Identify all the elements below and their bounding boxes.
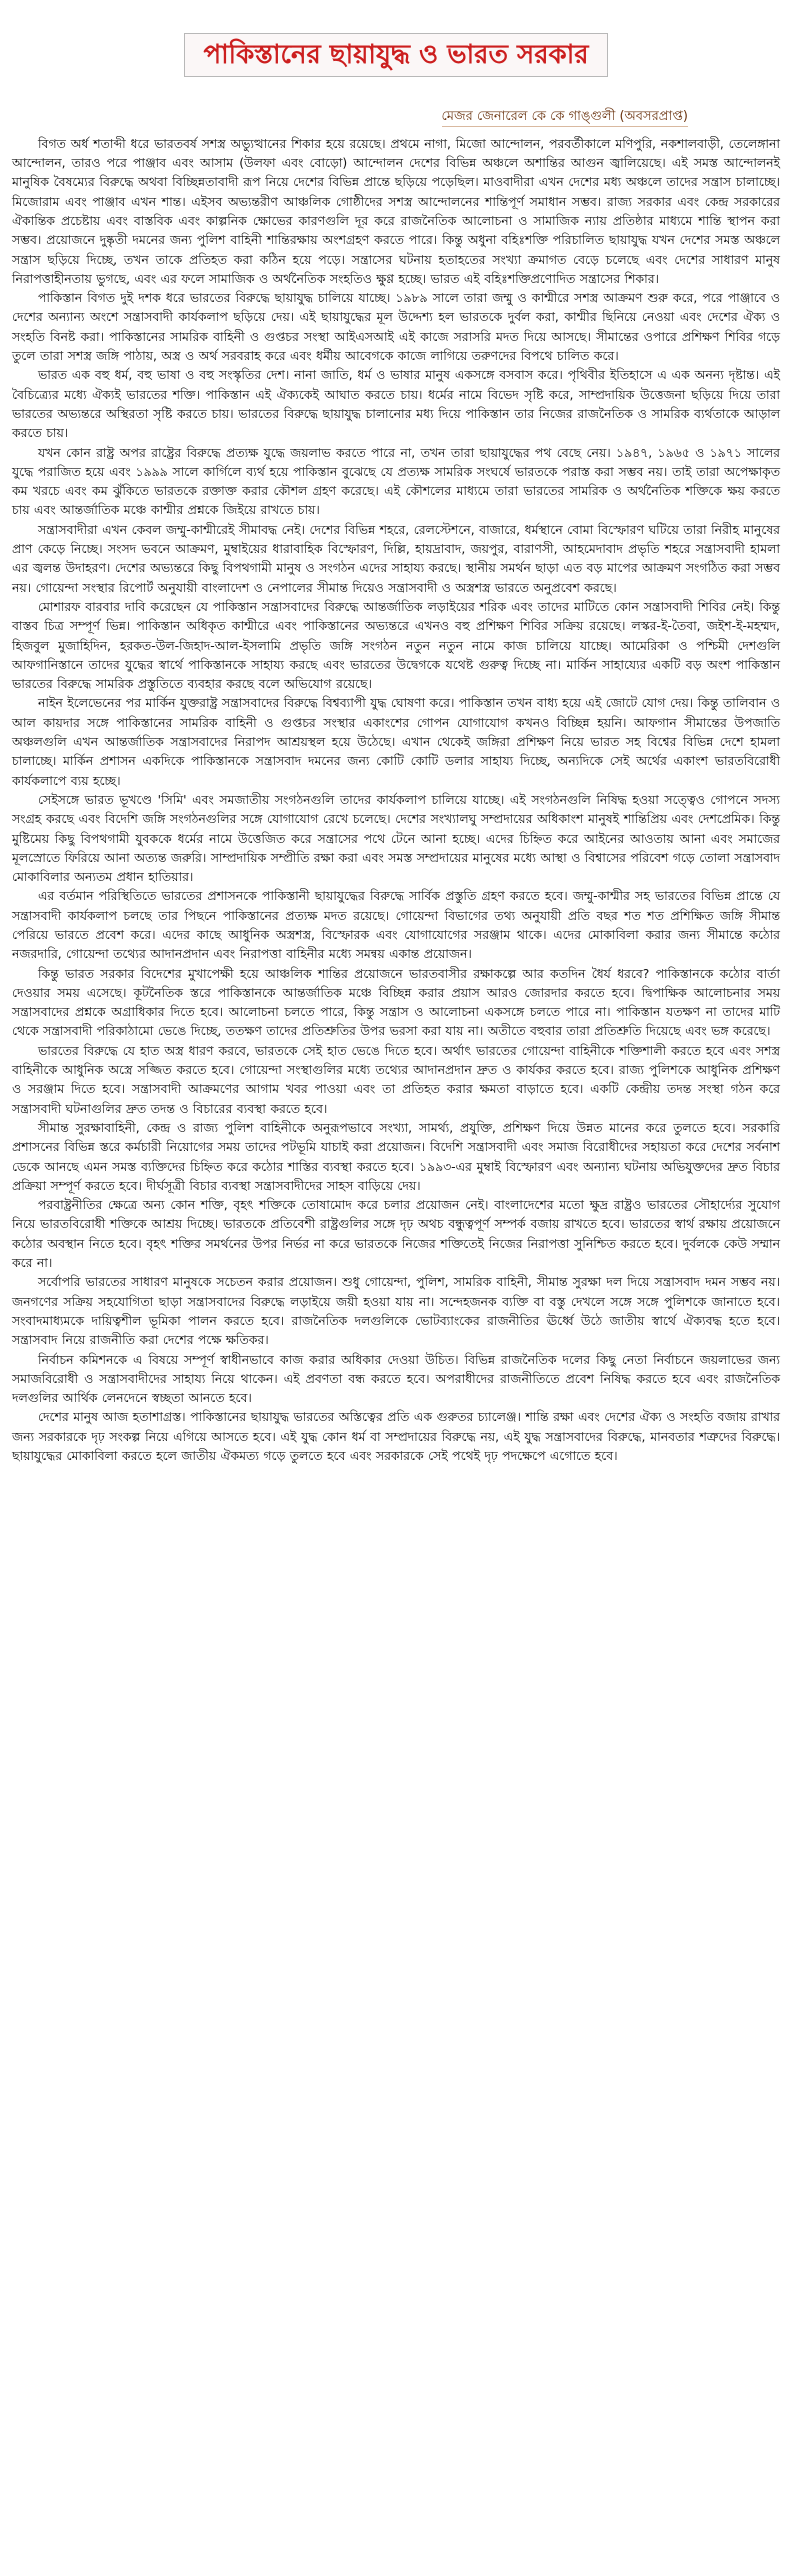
article-paragraph: মোশারফ বারবার দাবি করেছেন যে পাকিস্তান সন্ত্রাসবাদের বিরুদ্ধে আন্তর্জাতিক লড়াইয়ের শরিক এবং তাদের মাটিতে কোন সন্ত্রাসবাদী শিবির নেই। কিন্তু বাস্তব চিত্র সম্পূর্ণ ভিন্ন। পাকিস্তান অধিকৃত কাশ্মীরে এবং পাকিস্তানের অভ্যন্তরে এখনও বহু প্রশিক্ষণ শিবির সক্রিয় রয়েছে। লস্কর-ই-তৈবা, জইশ-ই-মহম্মদ, হিজবুল মুজাহিদিন, হরকত-উল-জিহাদ-আল-ইসলামি প্রভৃতি জঙ্গি সংগঠন নতুন নতুন নামে কাজ চালিয়ে যাচ্ছে। আমেরিকা ও পশ্চিমী দেশগুলি আফগানিস্তানে তাদের যুদ্ধের স্বার্থে পাকিস্তানকে সাহায্য করছে এবং ভারতের উদ্বেগকে যথেষ্ট গুরুত্ব দিচ্ছে না। মার্কিন সাহায্যের একটি বড় অংশ পাকিস্তান ভারতের বিরুদ্ধে সামরিক প্রস্তুতিতে ব্যবহার করছে বলে অভিযোগ রয়েছে।	[12, 598, 780, 692]
article-paragraph: সীমান্ত সুরক্ষাবাহিনী, কেন্দ্র ও রাজ্য পুলিশ বাহিনীকে অনুরূপভাবে সংখ্যা, সামর্থ্য, প্রযুক্তি, প্রশিক্ষণ দিয়ে উন্নত মানের করে তুলতে হবে। সরকারি প্রশাসনের বিভিন্ন স্তরে কর্মচারী নিয়োগের সময় তাদের পটভূমি যাচাই করা প্রয়োজন। বিদেশি সন্ত্রাসবাদী এবং সমাজ বিরোধীদের সহায়তা করে দেশের সর্বনাশ ডেকে আনছে এমন সমস্ত ব্যক্তিদের চিহ্নিত করে কঠোর শাস্তির ব্যবস্থা করতে হবে। ১৯৯৩-এর মুম্বাই বিস্ফোরণ এবং অন্যান্য ঘটনায় অভিযুক্তদের দ্রুত বিচার প্রক্রিয়া সম্পূর্ণ করতে হবে। দীর্ঘসূত্রী বিচার ব্যবস্থা সন্ত্রাসবাদীদের সাহস বাড়িয়ে দেয়।	[12, 1119, 780, 1193]
article-paragraph: পাকিস্তান বিগত দুই দশক ধরে ভারতের বিরুদ্ধে ছায়াযুদ্ধ চালিয়ে যাচ্ছে। ১৯৮৯ সালে তারা জম্মু ও কাশ্মীরে সশস্ত্র আক্রমণ শুরু করে, পরে পাঞ্জাবে ও দেশের অন্যান্য অংশে সন্ত্রাসবাদী কার্যকলাপ ছড়িয়ে দেয়। এই ছায়াযুদ্ধের মূল উদ্দেশ্য হল ভারতকে দুর্বল করা, কাশ্মীর ছিনিয়ে নেওয়া এবং দেশের ঐক্য ও সংহতি বিনষ্ট করা। পাকিস্তানের সামরিক বাহিনী ও গুপ্তচর সংস্থা আইএসআই এই কাজে সরাসরি মদত দিয়ে আসছে। সীমান্তের ওপারে প্রশিক্ষণ শিবির গড়ে তুলে তারা সশস্ত্র জঙ্গি পাঠায়, অস্ত্র ও অর্থ সরবরাহ করে এবং ধর্মীয় আবেগকে কাজে লাগিয়ে তরুণদের বিপথে চালিত করে।	[12, 290, 780, 364]
byline-container	[12, 105, 688, 128]
article-paragraph: সেইসঙ্গে ভারত ভূখণ্ডে 'সিমি' এবং সমজাতীয় সংগঠনগুলি তাদের কার্যকলাপ চালিয়ে যাচ্ছে। এই সংগঠনগুলি নিষিদ্ধ হওয়া সত্ত্বেও গোপনে সদস্য সংগ্রহ করছে এবং বিদেশি জঙ্গি সংগঠনগুলির সঙ্গে যোগাযোগ রেখে চলেছে। দেশের সংখ্যালঘু সম্প্রদায়ের অধিকাংশ মানুষই শান্তিপ্রিয় এবং দেশপ্রেমিক। কিন্তু মুষ্টিমেয় কিছু বিপথগামী যুবককে ধর্মের নামে উত্তেজিত করে সন্ত্রাসের পথে টেনে আনা হচ্ছে। এদের চিহ্নিত করে আইনের আওতায় আনা এবং সমাজের মূলস্রোতে ফিরিয়ে আনা অত্যন্ত জরুরি। সাম্প্রদায়িক সম্প্রীতি রক্ষা করা এবং সমস্ত সম্প্রদায়ের মানুষের মধ্যে আস্থা ও বিশ্বাসের পরিবেশ গড়ে তোলা সন্ত্রাসবাদ মোকাবিলার অন্যতম প্রধান হাতিয়ার।	[12, 791, 780, 885]
article-title: পাকিস্তানের ছায়াযুদ্ধ ও ভারত সরকার	[184, 33, 607, 77]
article-paragraph: এর বর্তমান পরিস্থিতিতে ভারতের প্রশাসনকে পাকিস্তানী ছায়াযুদ্ধের বিরুদ্ধে সার্বিক প্রস্তুতি গ্রহণ করতে হবে। জম্মু-কাশ্মীর সহ ভারতের বিভিন্ন প্রান্তে যে সন্ত্রাসবাদী কার্যকলাপ চলছে তার পিছনে পাকিস্তানের প্রত্যক্ষ মদত রয়েছে। গোয়েন্দা বিভাগের তথ্য অনুযায়ী প্রতি বছর শত শত প্রশিক্ষিত জঙ্গি সীমান্ত পেরিয়ে ভারতে প্রবেশ করে। এদের কাছে আধুনিক অস্ত্রশস্ত্র, বিস্ফোরক এবং যোগাযোগের সরঞ্জাম থাকে। এদের মোকাবিলা করার জন্য সীমান্তে কঠোর নজরদারি, গোয়েন্দা তথ্যের আদানপ্রদান এবং নিরাপত্তা বাহিনীর মধ্যে সমন্বয় একান্ত প্রয়োজন।	[12, 888, 780, 962]
article-paragraph: বিগত অর্ধ শতাব্দী ধরে ভারতবর্ষ সশস্ত্র অভ্যুত্থানের শিকার হয়ে রয়েছে। প্রথমে নাগা, মিজো আন্দোলন, পরবর্তীকালে মণিপুরি, নকশালবাড়ী, তেলেঙ্গানা আন্দোলন, তারও পরে পাঞ্জাব এবং আসাম (উলফা এবং বোড়ো) আন্দোলন দেশের বিভিন্ন অঞ্চলে অশান্তির আগুন জ্বালিয়েছে। এই সমস্ত আন্দোলনই মানুষিক বৈষম্যের বিরুদ্ধে অথবা বিচ্ছিন্নতাবাদী রূপ নিয়ে দেশের বিভিন্ন প্রান্তে ছড়িয়ে পড়েছিল। মাওবাদীরা এখন দেশের মধ্য অঞ্চলে তাদের সন্ত্রাস চালাচ্ছে। মিজোরাম এবং পাঞ্জাব এখন শান্ত। এইসব অভ্যন্তরীণ আঞ্চলিক গোষ্ঠীদের সশস্ত্র আন্দোলনের শান্তিপূর্ণ সমাধান সম্ভব। রাজ্য সরকার এবং কেন্দ্র সরকারের ঐকান্তিক প্রচেষ্টায় এবং বাস্তবিক এবং কাল্পনিক ক্ষোভের কারণগুলি দূর করে রাজনৈতিক আলোচনা ও সামাজিক ন্যায় প্রতিষ্ঠার মাধ্যমে শান্তি স্থাপন করা সম্ভব। প্রয়োজনে দুষ্কৃতী দমনের জন্য পুলিশ বাহিনী শান্তিরক্ষায় অংশগ্রহণ করতে পারে। কিন্তু অধুনা বহিঃশক্তি পরিচালিত ছায়াযুদ্ধ যখন দেশের সমস্ত অঞ্চলে সন্ত্রাস ছড়িয়ে দিচ্ছে, তখন তাকে প্রতিহত করা কঠিন হয়ে পড়ে। সন্ত্রাসের ঘটনায় হতাহতের সংখ্যা ক্রমাগত বেড়ে চলেছে এবং দেশের সাধারণ মানুষ নিরাপত্তাহীনতায় ভুগছে, এবং এর ফলে সামাজিক ও অর্থনৈতিক সংহতিও ক্ষুণ্ণ হচ্ছে। ভারত এই বহিঃশক্তিপ্রণোদিত সন্ত্রাসের শিকার।	[12, 135, 780, 286]
article-paragraph: পরবাষ্ট্রনীতির ক্ষেত্রে অন্য কোন শক্তি, বৃহৎ শক্তিকে তোষামোদ করে চলার প্রয়োজন নেই। বাংলাদেশের মতো ক্ষুদ্র রাষ্ট্রও ভারতের সৌহার্দ্যের সুযোগ নিয়ে ভারতবিরোধী শক্তিকে আশ্রয় দিচ্ছে। ভারতকে প্রতিবেশী রাষ্ট্রগুলির সঙ্গে দৃঢ় অথচ বন্ধুত্বপূর্ণ সম্পর্ক বজায় রাখতে হবে। ভারতের স্বার্থ রক্ষায় প্রয়োজনে কঠোর অবস্থান নিতে হবে। বৃহৎ শক্তির সমর্থনের উপর নির্ভর না করে ভারতকে নিজের শক্তিতেই নিজের নিরাপত্তা সুনিশ্চিত করতে হবে। দুর্বলকে কেউ সম্মান করে না।	[12, 1197, 780, 1271]
article-paragraph: দেশের মানুষ আজ হতাশাগ্রস্ত। পাকিস্তানের ছায়াযুদ্ধ ভারতের অস্তিত্বের প্রতি এক গুরুতর চ্যালেঞ্জ। শান্তি রক্ষা এবং দেশের ঐক্য ও সংহতি বজায় রাখার জন্য সরকারকে দৃঢ় সংকল্প নিয়ে এগিয়ে আসতে হবে। এই যুদ্ধ কোন ধর্ম বা সম্প্রদায়ের বিরুদ্ধে নয়, এই যুদ্ধ সন্ত্রাসবাদের বিরুদ্ধে, মানবতার শত্রুদের বিরুদ্ধে। ছায়াযুদ্ধের মোকাবিলা করতে হলে জাতীয় ঐকমত্য গড়ে তুলতে হবে এবং সরকারকে সেই পথেই দৃঢ় পদক্ষেপে এগোতে হবে।	[12, 1409, 780, 1463]
article-paragraph: নাইন ইলেভেনের পর মার্কিন যুক্তরাষ্ট্র সন্ত্রাসবাদের বিরুদ্ধে বিশ্বব্যাপী যুদ্ধ ঘোষণা করে। পাকিস্তান তখন বাধ্য হয়ে এই জোটে যোগ দেয়। কিন্তু তালিবান ও আল কায়দার সঙ্গে পাকিস্তানের সামরিক বাহিনী ও গুপ্তচর সংস্থার একাংশের গোপন যোগাযোগ কখনও বিচ্ছিন্ন হয়নি। আফগান সীমান্তের উপজাতি অঞ্চলগুলি এখন আন্তর্জাতিক সন্ত্রাসবাদের নিরাপদ আশ্রয়স্থল হয়ে উঠেছে। এখান থেকেই জঙ্গিরা প্রশিক্ষণ নিয়ে ভারত সহ বিশ্বের বিভিন্ন দেশে হামলা চালাচ্ছে। মার্কিন প্রশাসন একদিকে পাকিস্তানকে সন্ত্রাসবাদ দমনের জন্য কোটি কোটি ডলার সাহায্য দিচ্ছে, অন্যদিকে সেই অর্থের একাংশ ভারতবিরোধী কার্যকলাপে ব্যয় হচ্ছে।	[12, 695, 780, 788]
article-paragraph: নির্বাচন কমিশনকে এ বিষয়ে সম্পূর্ণ স্বাধীনভাবে কাজ করার অধিকার দেওয়া উচিত। বিভিন্ন রাজনৈতিক দলের কিছু নেতা নির্বাচনে জয়লাভের জন্য সমাজবিরোধী ও সন্ত্রাসবাদীদের সাহায্য নিয়ে থাকেন। এই প্রবণতা বন্ধ করতে হবে। অপরাধীদের রাজনীতিতে প্রবেশ নিষিদ্ধ করতে হবে এবং রাজনৈতিক দলগুলির আর্থিক লেনদেনে স্বচ্ছতা আনতে হবে।	[12, 1351, 780, 1406]
article-body	[12, 134, 780, 1465]
article-paragraph: সন্ত্রাসবাদীরা এখন কেবল জম্মু-কাশ্মীরেই সীমাবদ্ধ নেই। দেশের বিভিন্ন শহরে, রেলস্টেশনে, বাজারে, ধর্মস্থানে বোমা বিস্ফোরণ ঘটিয়ে তারা নিরীহ মানুষের প্রাণ কেড়ে নিচ্ছে। সংসদ ভবনে আক্রমণ, মুম্বাইয়ের ধারাবাহিক বিস্ফোরণ, দিল্লি, হায়দ্রাবাদ, জয়পুর, বারাণসী, আহমেদাবাদ প্রভৃতি শহরে সন্ত্রাসবাদী হামলা এর জ্বলন্ত উদাহরণ। দেশের অভ্যন্তরে কিছু বিপথগামী মানুষ ও সংগঠন এদের সাহায্য করছে। স্থানীয় সমর্থন ছাড়া এত বড় মাপের আক্রমণ সংগঠিত করা সম্ভব নয়। গোয়েন্দা সংস্থার রিপোর্ট অনুযায়ী বাংলাদেশ ও নেপালের সীমান্ত দিয়েও সন্ত্রাসবাদী ও অস্ত্রশস্ত্র ভারতে অনুপ্রবেশ করছে।	[12, 521, 780, 595]
article-paragraph: কিন্তু ভারত সরকার বিদেশের মুখাপেক্ষী হয়ে আঞ্চলিক শান্তির প্রয়োজনে ভারতবাসীর রক্ষাকল্পে আর কতদিন ধৈর্য ধরবে? পাকিস্তানকে কঠোর বার্তা দেওয়ার সময় এসেছে। কূটনৈতিক স্তরে পাকিস্তানকে আন্তর্জাতিক মঞ্চে বিচ্ছিন্ন করার প্রয়াস আরও জোরদার করতে হবে। দ্বিপাক্ষিক আলোচনার সময় সন্ত্রাসবাদের প্রশ্নকে অগ্রাধিকার দিতে হবে। আলোচনা চলতে পারে, কিন্তু সন্ত্রাস ও আলোচনা একসঙ্গে চলতে পারে না। পাকিস্তান যতক্ষণ না তাদের মাটি থেকে সন্ত্রাসবাদী পরিকাঠামো ভেঙে দিচ্ছে, ততক্ষণ তাদের প্রতিশ্রুতির উপর ভরসা করা যায় না। অতীতে বহুবার তারা প্রতিশ্রুতি দিয়েছে এবং ভঙ্গ করেছে।	[12, 965, 780, 1039]
article-paragraph: সর্বোপরি ভারতের সাধারণ মানুষকে সচেতন করার প্রয়োজন। শুধু গোয়েন্দা, পুলিশ, সামরিক বাহিনী, সীমান্ত সুরক্ষা দল দিয়ে সন্ত্রাসবাদ দমন সম্ভব নয়। জনগণের সক্রিয় সহযোগিতা ছাড়া সন্ত্রাসবাদের বিরুদ্ধে লড়াইয়ে জয়ী হওয়া যায় না। সন্দেহজনক ব্যক্তি বা বস্তু দেখলে সঙ্গে সঙ্গে পুলিশকে জানাতে হবে। সংবাদমাধ্যমকে দায়িত্বশীল ভূমিকা পালন করতে হবে। রাজনৈতিক দলগুলিকে ভোটব্যাংকের রাজনীতির ঊর্ধ্বে উঠে জাতীয় স্বার্থে ঐক্যবদ্ধ হতে হবে। সন্ত্রাসবাদ নিয়ে রাজনীতি করা দেশের পক্ষে ক্ষতিকর।	[12, 1274, 780, 1348]
article-paragraph: ভারত এক বহু ধর্ম, বহু ভাষা ও বহু সংস্কৃতির দেশ। নানা জাতি, ধর্ম ও ভাষার মানুষ একসঙ্গে বসবাস করে। পৃথিবীর ইতিহাসে এ এক অনন্য দৃষ্টান্ত। এই বৈচিত্র্যের মধ্যে ঐক্যই ভারতের শক্তি। পাকিস্তান এই ঐক্যকেই আঘাত করতে চায়। ধর্মের নামে বিভেদ সৃষ্টি করে, সাম্প্রদায়িক উত্তেজনা ছড়িয়ে দিয়ে তারা ভারতের অভ্যন্তরে অস্থিরতা সৃষ্টি করতে চায়। ভারতের বিরুদ্ধে ছায়াযুদ্ধ চালানোর মধ্য দিয়ে পাকিস্তান তার নিজের রাজনৈতিক ও সামরিক ব্যর্থতাকে আড়াল করতে চায়।	[12, 367, 780, 441]
author-byline: মেজর জেনারেল কে কে গাঙ্গুলী (অবসরপ্রাপ্ত)	[442, 109, 688, 127]
title-container	[12, 16, 780, 95]
article-paragraph: ভারতের বিরুদ্ধে যে হাত অস্ত্র ধারণ করবে, ভারতকে সেই হাত ভেঙে দিতে হবে। অর্থাৎ ভারতের গোয়েন্দা বাহিনীকে শক্তিশালী করতে হবে এবং সশস্ত্র বাহিনীকে আধুনিক অস্ত্রে সজ্জিত করতে হবে। গোয়েন্দা সংস্থাগুলির মধ্যে তথ্যের আদানপ্রদান দ্রুত ও কার্যকর করতে হবে। রাজ্য পুলিশকে আধুনিক প্রশিক্ষণ ও সরঞ্জাম দিতে হবে। সন্ত্রাসবাদী আক্রমণের আগাম খবর পাওয়া এবং তা প্রতিহত করার ক্ষমতা বাড়াতে হবে। একটি কেন্দ্রীয় তদন্ত সংস্থা গঠন করে সন্ত্রাসবাদী ঘটনাগুলির দ্রুত তদন্ত ও বিচারের ব্যবস্থা করতে হবে।	[12, 1042, 780, 1116]
article-paragraph: যখন কোন রাষ্ট্র অপর রাষ্ট্রের বিরুদ্ধে প্রত্যক্ষ যুদ্ধে জয়লাভ করতে পারে না, তখন তারা ছায়াযুদ্ধের পথ বেছে নেয়। ১৯৪৭, ১৯৬৫ ও ১৯৭১ সালের যুদ্ধে পরাজিত হয়ে এবং ১৯৯৯ সালে কার্গিলে ব্যর্থ হয়ে পাকিস্তান বুঝেছে যে প্রত্যক্ষ সামরিক সংঘর্ষে ভারতকে পরাস্ত করা সম্ভব নয়। তাই তারা অপেক্ষাকৃত কম খরচে এবং কম ঝুঁকিতে ভারতকে রক্তাক্ত করার কৌশল গ্রহণ করেছে। এই কৌশলের মাধ্যমে তারা ভারতের সামরিক ও অর্থনৈতিক শক্তিকে ক্ষয় করতে চায় এবং আন্তর্জাতিক মঞ্চে কাশ্মীর প্রশ্নকে জিইয়ে রাখতে চায়।	[12, 444, 780, 518]
